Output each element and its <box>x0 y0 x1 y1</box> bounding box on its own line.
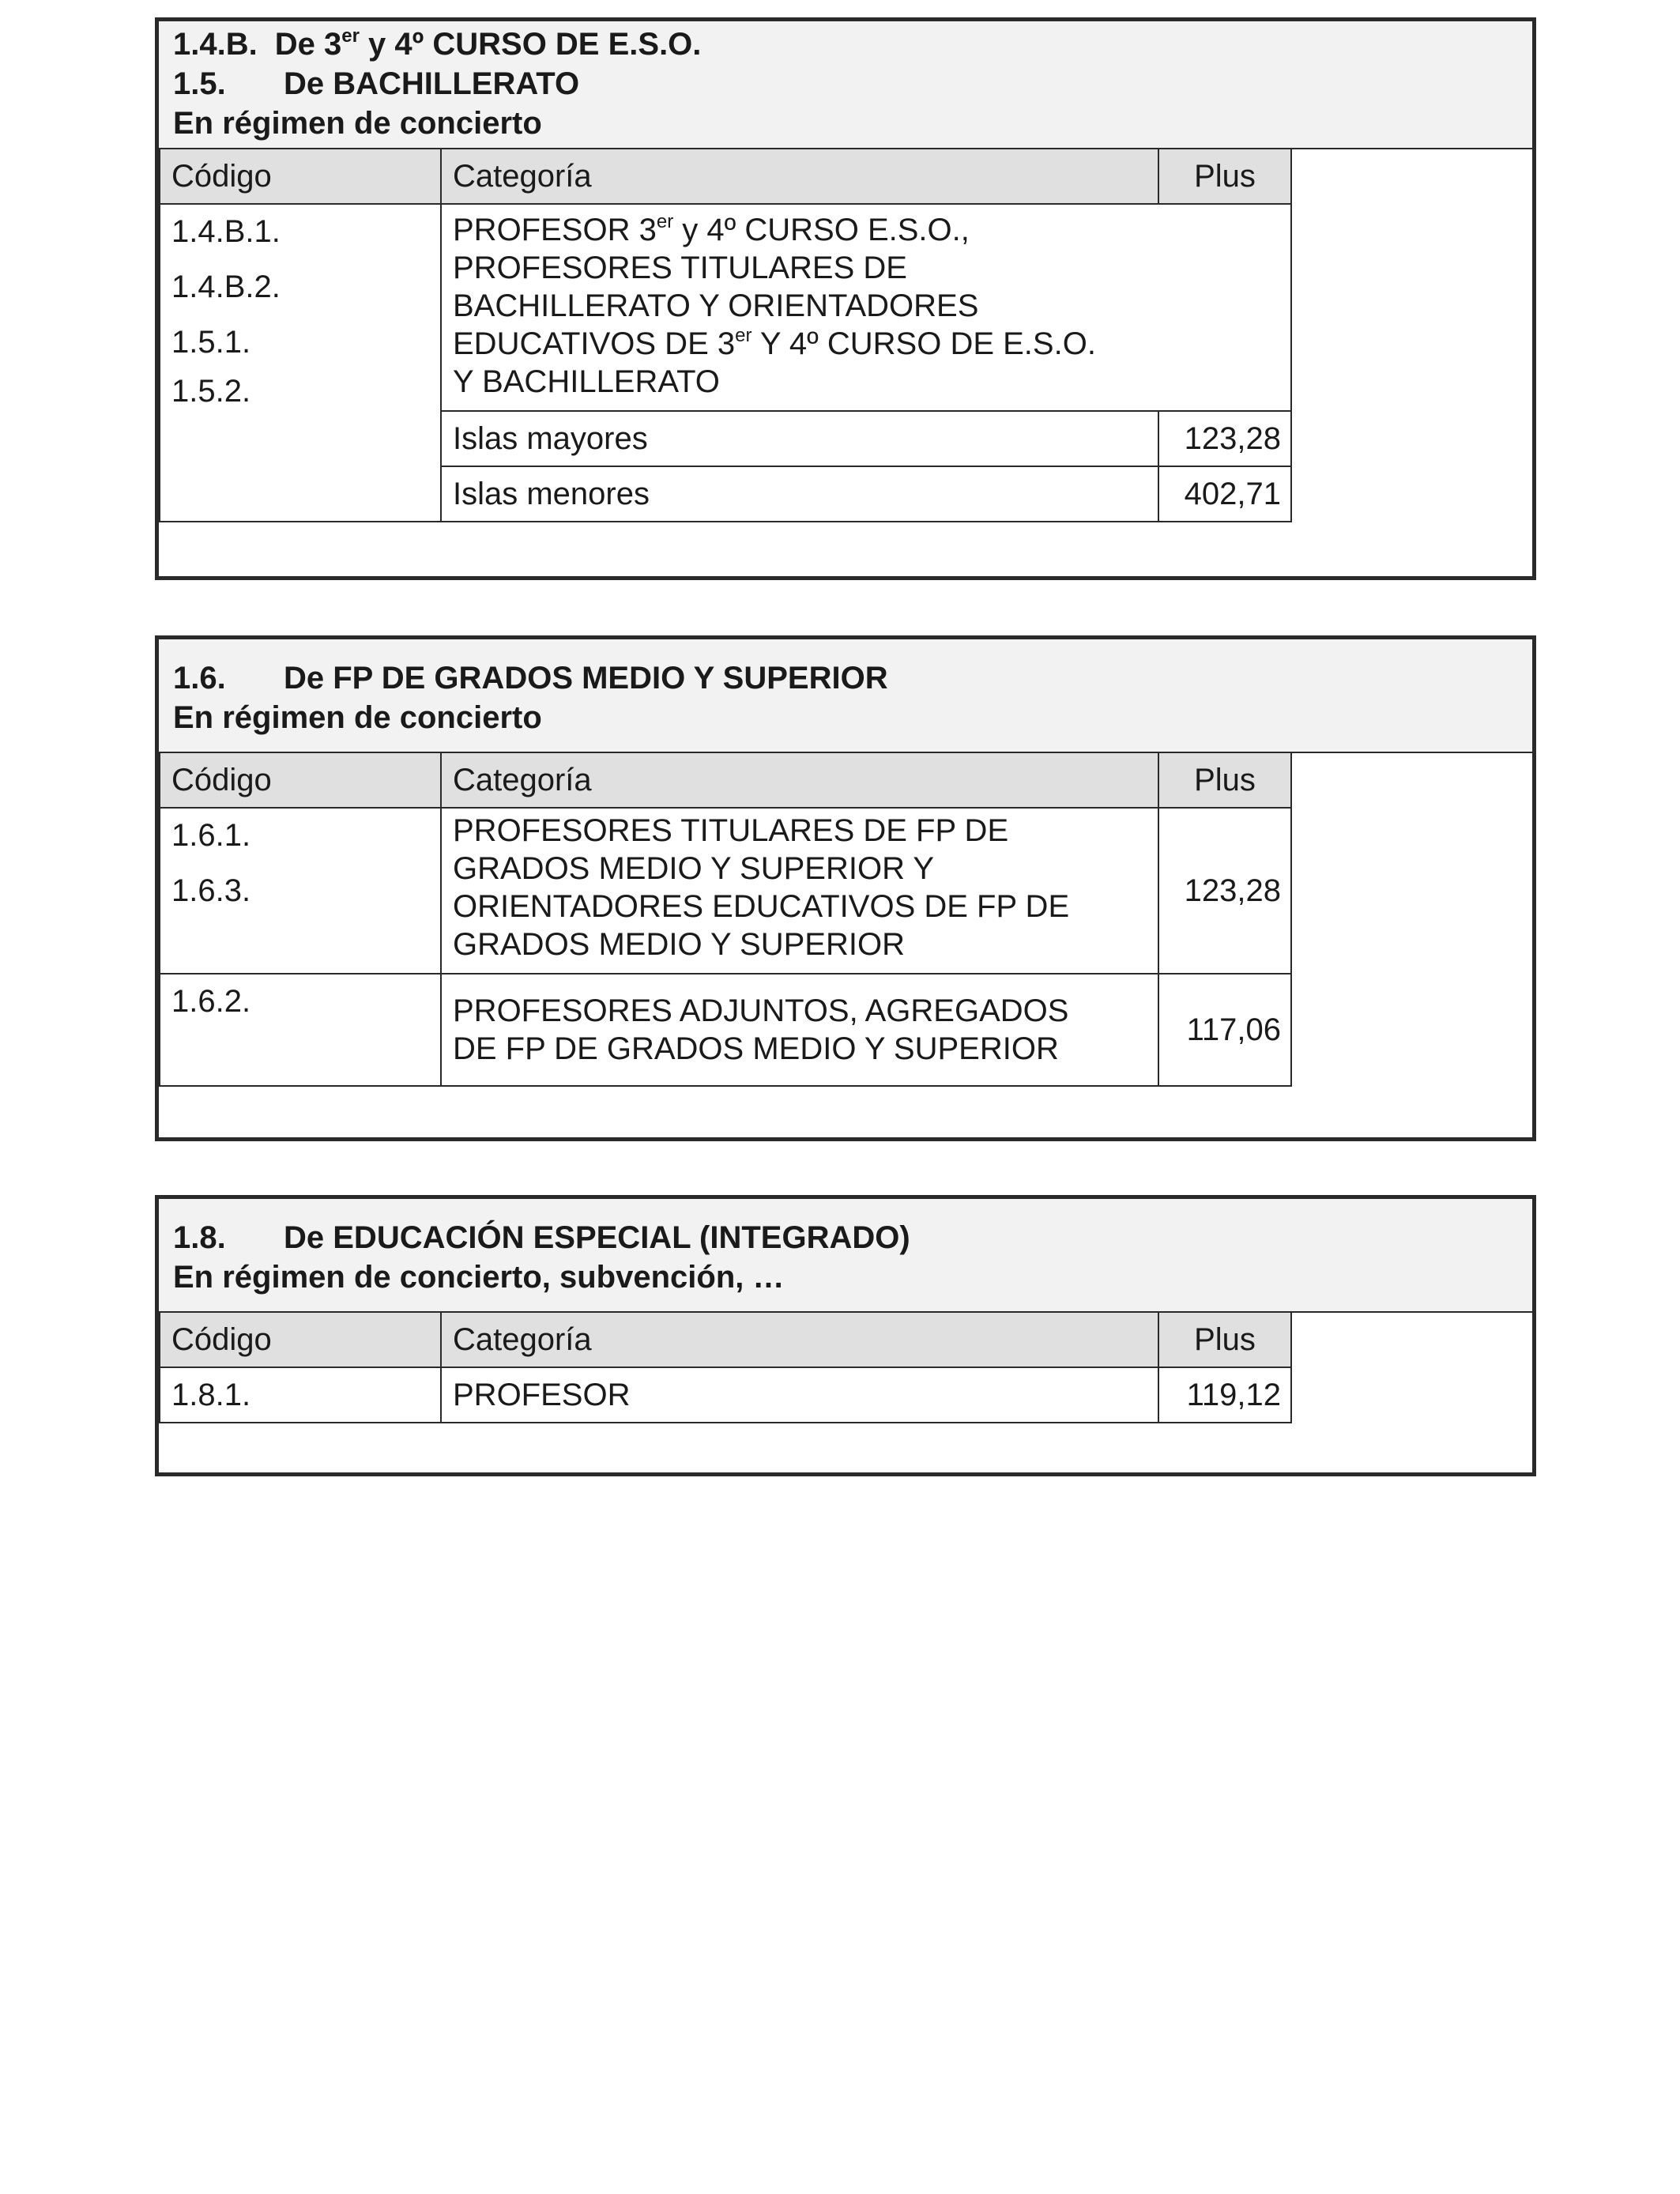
rowB-plus: 117,06 <box>1158 973 1292 1087</box>
section-header <box>159 1199 1532 1313</box>
code-3: 1.5.1. <box>171 325 251 360</box>
col-header-codigo: Código <box>159 752 442 809</box>
category-line-1: PROFESORES ADJUNTOS, AGREGADOS <box>453 993 1069 1028</box>
category-line-5: Y BACHILLERATO <box>453 364 720 399</box>
section-header <box>159 21 1532 149</box>
category-line-3: BACHILLERATO Y ORIENTADORES <box>453 288 979 323</box>
rowA-category <box>440 807 1159 974</box>
col-header-codigo: Código <box>159 148 442 205</box>
category-cell <box>440 203 1292 412</box>
col-header-categoria: Categoría <box>440 752 1159 809</box>
rowB-category <box>440 973 1159 1087</box>
heading-line-2: En régimen de concierto <box>173 700 542 735</box>
code-1: 1.6.1. <box>171 818 251 853</box>
code-2: 1.4.B.2. <box>171 270 281 304</box>
section-educacion-especial <box>155 1195 1536 1476</box>
section-eso-bachillerato <box>155 17 1536 580</box>
category-line-2: DE FP DE GRADOS MEDIO Y SUPERIOR <box>453 1031 1059 1066</box>
code-4: 1.5.2. <box>171 374 251 409</box>
heading-line-2: 1.5. De BACHILLERATO <box>173 66 580 101</box>
row-islas-menores-label: Islas menores <box>440 466 1159 522</box>
category-line-4: EDUCATIVOS DE 3er Y 4º CURSO DE E.S.O. <box>453 325 1096 361</box>
col-header-codigo: Código <box>159 1311 442 1368</box>
row-category: PROFESOR <box>440 1367 1159 1423</box>
row-islas-menores-plus: 402,71 <box>1158 466 1292 522</box>
rowA-codes <box>159 807 442 974</box>
section-fp-grados <box>155 635 1536 1141</box>
row-islas-mayores-plus: 123,28 <box>1158 410 1292 467</box>
category-line-2: PROFESORES TITULARES DE <box>453 251 907 285</box>
heading-line-2: En régimen de concierto, subvención, … <box>173 1260 785 1295</box>
category-line-4: GRADOS MEDIO Y SUPERIOR <box>453 927 905 962</box>
code-2: 1.6.3. <box>171 873 251 908</box>
heading-line-1: 1.8. De EDUCACIÓN ESPECIAL (INTEGRADO) <box>173 1220 910 1255</box>
heading-line-3: En régimen de concierto <box>173 106 542 141</box>
heading-line-1: 1.4.B. De 3er y 4º CURSO DE E.S.O. <box>173 25 702 62</box>
col-header-categoria: Categoría <box>440 148 1159 205</box>
col-header-plus: Plus <box>1158 1311 1292 1368</box>
row-islas-mayores-label: Islas mayores <box>440 410 1159 467</box>
row-plus: 119,12 <box>1158 1367 1292 1423</box>
rowB-codes <box>159 973 442 1087</box>
col-header-categoria: Categoría <box>440 1311 1159 1368</box>
row-code: 1.8.1. <box>159 1367 442 1423</box>
category-line-2: GRADOS MEDIO Y SUPERIOR Y <box>453 851 935 886</box>
code-1: 1.4.B.1. <box>171 214 281 249</box>
heading-line-1: 1.6. De FP DE GRADOS MEDIO Y SUPERIOR <box>173 661 888 696</box>
category-line-3: ORIENTADORES EDUCATIVOS DE FP DE <box>453 889 1070 924</box>
codes-cell <box>159 203 442 522</box>
section-header <box>159 639 1532 753</box>
category-line-1: PROFESORES TITULARES DE FP DE <box>453 813 1009 848</box>
col-header-plus: Plus <box>1158 752 1292 809</box>
code-1: 1.6.2. <box>171 984 251 1019</box>
category-line-1: PROFESOR 3er y 4º CURSO E.S.O., <box>453 211 970 247</box>
rowA-plus: 123,28 <box>1158 807 1292 974</box>
col-header-plus: Plus <box>1158 148 1292 205</box>
